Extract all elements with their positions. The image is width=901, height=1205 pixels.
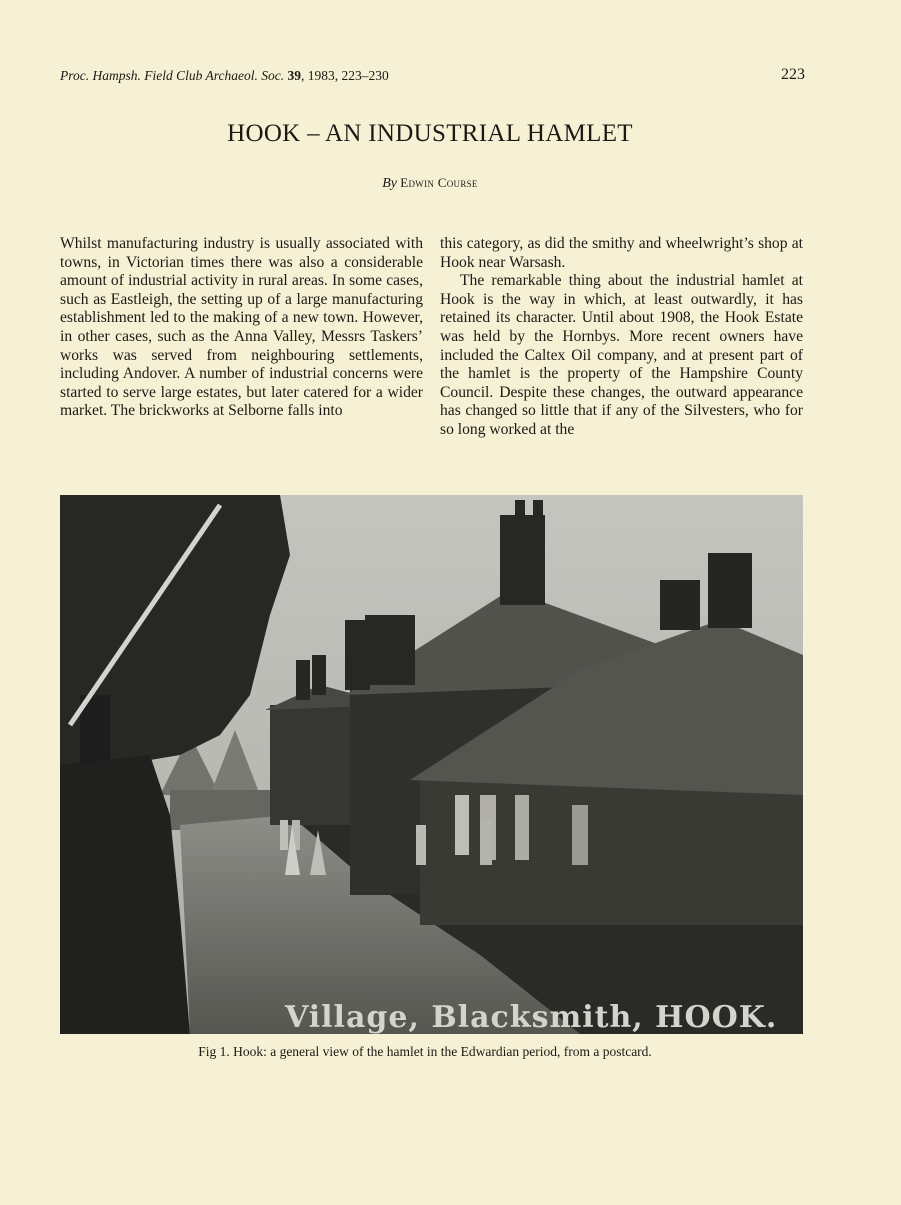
figure-photograph — [60, 495, 803, 1034]
running-head — [60, 68, 805, 84]
left-column — [60, 235, 423, 421]
postcard-caption-text: Village, Blacksmith, HOOK. — [285, 1000, 778, 1034]
paragraph: The remarkable thing about the industrial hamlet at Hook is the way in which, at least outwardly, it has retained its character. Until about 1908, the Hook Estate was held by the Hornbys. More recent owners have included the Caltex Oil company, and at present part of the hamlet is the property of the Hampshire County Council. Despite these changes, the outward appearance has changed so little that if any of the Silvesters, who for so long worked at the — [440, 272, 803, 438]
postcard-photo — [60, 495, 803, 1034]
journal-name: Proc. Hampsh. Field Club Archaeol. Soc. — [60, 68, 285, 83]
author-name: Edwin Course — [400, 175, 478, 190]
journal-year-pages: , 1983, 223–230 — [300, 68, 389, 83]
page-number: 223 — [781, 66, 805, 83]
journal-volume: 39 — [287, 68, 301, 83]
paragraph: Whilst manufacturing industry is usually associated with towns, in Victorian times there was also a considerable amount of industrial activity in rural areas. In some cases, such as Eastleigh, the setting up of a large manufacturing establishment led to the making of a new town. However, in other cases, such as the Anna Valley, Messrs Taskers’ works was served from neighbouring settlements, including Andover. A number of industrial concerns were started to serve large estates, but later catered for a wider market. The brickworks at Selborne falls into — [60, 235, 423, 420]
byline-by: By — [382, 176, 398, 191]
article-title: HOOK – AN INDUSTRIAL HAMLET — [227, 120, 633, 147]
figure-caption: Fig 1. Hook: a general view of the hamlet in the Edwardian period, from a postcard. — [198, 1044, 652, 1059]
paragraph: this category, as did the smithy and wheelwright’s shop at Hook near Warsash. — [440, 235, 803, 271]
right-column — [440, 235, 803, 440]
byline — [0, 175, 860, 192]
